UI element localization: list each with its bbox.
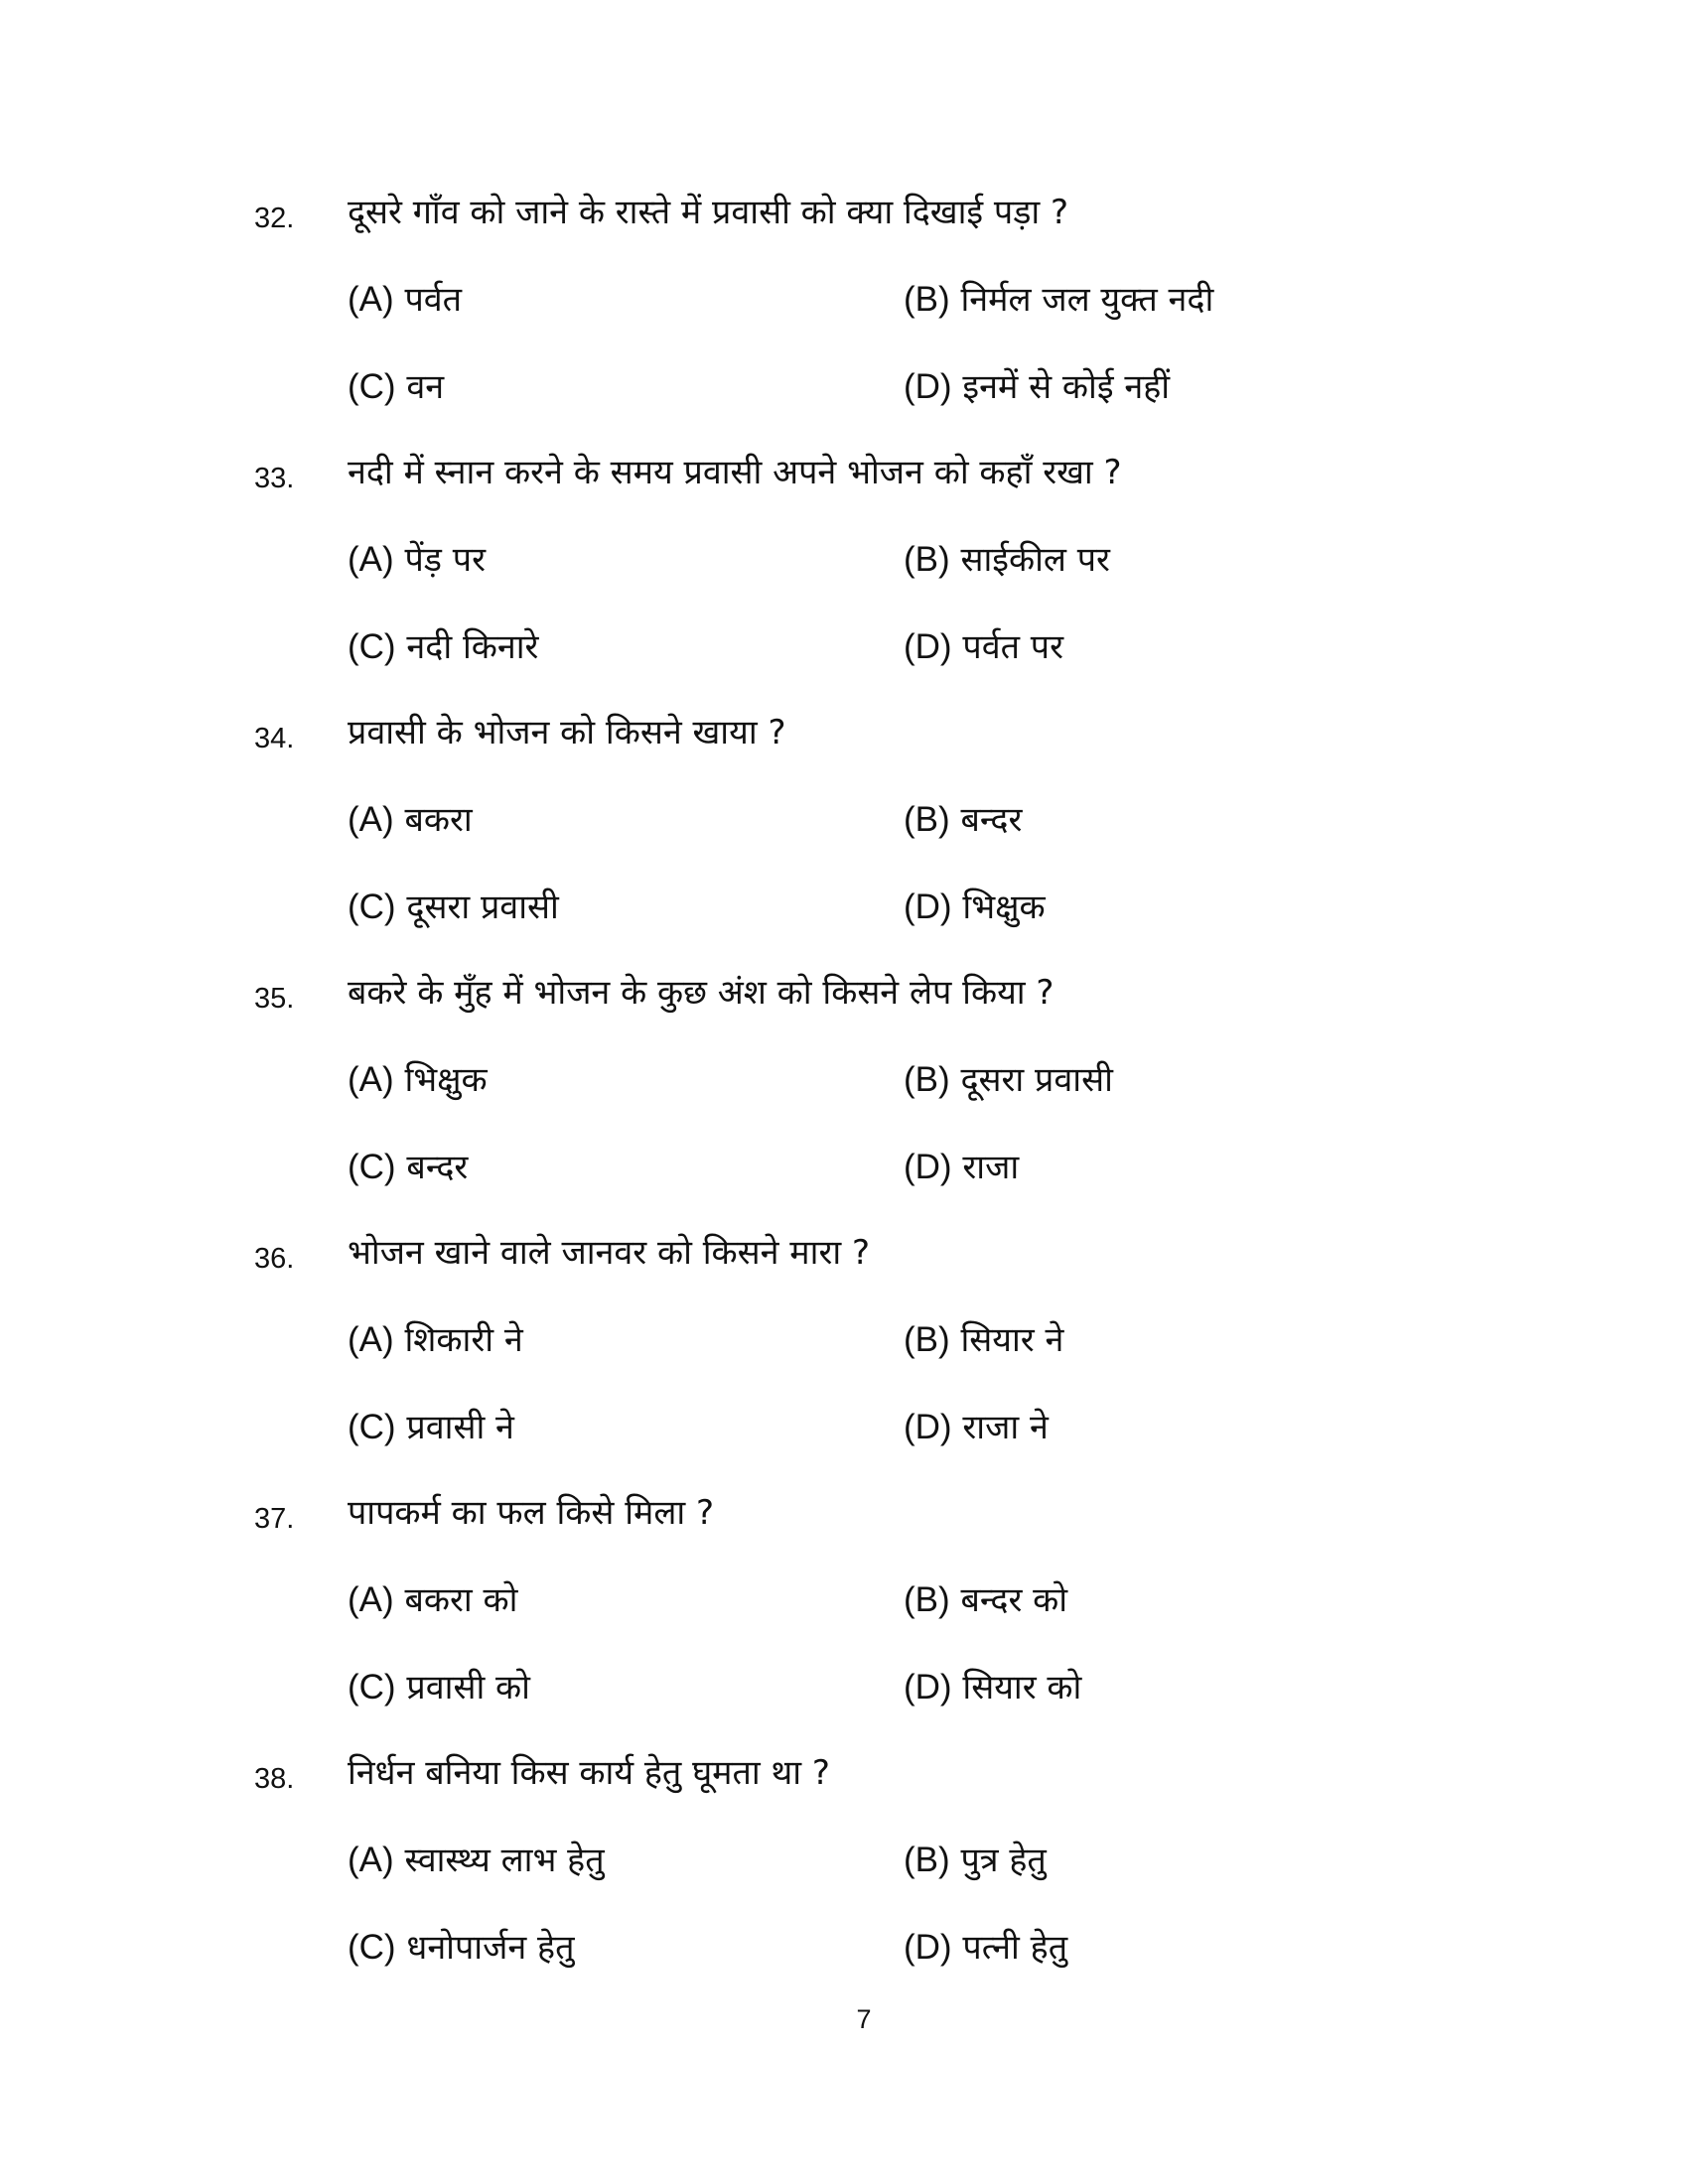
- option-text: इनमें से कोई नहीं: [962, 367, 1171, 407]
- option-b: [904, 1576, 1067, 1624]
- question-text: नदी में स्नान करने के समय प्रवासी अपने भोजन को कहाँ रखा ?: [348, 453, 1122, 492]
- option-text: बकरा को: [404, 1580, 518, 1620]
- option-text: सियार को: [962, 1668, 1082, 1707]
- option-text: पर्वत: [404, 280, 463, 320]
- option-letter: (A): [348, 1060, 394, 1099]
- option-text: भिक्षुक: [404, 1060, 488, 1100]
- option-a: [348, 1316, 523, 1364]
- option-text: नदी किनारे: [406, 627, 539, 667]
- option-text: पेंड़ पर: [404, 540, 486, 580]
- question-text: बकरे के मुँह में भोजन के कुछ अंश को किसने लेप किया ?: [348, 973, 1055, 1013]
- option-b: [904, 796, 1022, 844]
- option-a: [348, 276, 462, 324]
- option-c: [348, 363, 444, 411]
- option-c: [348, 1664, 530, 1711]
- question-38: [0, 1745, 1688, 2005]
- option-d: [904, 363, 1170, 411]
- option-c: [348, 1144, 468, 1191]
- option-letter: (A): [348, 1841, 394, 1879]
- option-text: शिकारी ने: [404, 1320, 523, 1360]
- option-b: [904, 276, 1213, 324]
- option-text: सियार ने: [960, 1320, 1064, 1360]
- question-number: 37.: [254, 1503, 295, 1535]
- option-letter: (A): [348, 800, 394, 839]
- option-text: राजा: [962, 1148, 1020, 1187]
- option-text: प्रवासी ने: [406, 1408, 514, 1447]
- option-text: पर्वत पर: [962, 627, 1064, 667]
- option-d: [904, 884, 1046, 931]
- option-text: प्रवासी को: [406, 1668, 530, 1707]
- option-letter: (B): [904, 540, 950, 579]
- question-34: [0, 705, 1688, 965]
- option-text: वन: [406, 367, 445, 407]
- option-text: दूसरा प्रवासी: [406, 887, 559, 927]
- option-letter: (A): [348, 280, 394, 319]
- option-b: [904, 1837, 1047, 1884]
- option-letter: (A): [348, 1320, 394, 1359]
- question-text: दूसरे गाँव को जाने के रास्ते में प्रवासी को क्या दिखाई पड़ा ?: [348, 193, 1069, 232]
- option-letter: (B): [904, 1060, 950, 1099]
- option-letter: (D): [904, 887, 952, 926]
- question-number: 35.: [254, 983, 295, 1015]
- option-letter: (C): [348, 367, 396, 406]
- question-32: [0, 185, 1688, 445]
- question-number: 32.: [254, 203, 295, 234]
- option-c: [348, 623, 538, 671]
- question-text: भोजन खाने वाले जानवर को किसने मारा ?: [348, 1233, 871, 1273]
- question-number: 38.: [254, 1763, 295, 1795]
- option-letter: (D): [904, 367, 952, 406]
- option-text: बन्दर: [406, 1148, 469, 1187]
- option-c: [348, 1404, 514, 1451]
- option-letter: (C): [348, 1668, 396, 1706]
- question-33: [0, 445, 1688, 705]
- option-text: साईकील पर: [960, 540, 1110, 580]
- question-text: निर्धन बनिया किस कार्य हेतु घूमता था ?: [348, 1753, 830, 1793]
- option-a: [348, 1576, 517, 1624]
- option-c: [348, 1924, 574, 1972]
- option-d: [904, 1924, 1067, 1972]
- option-text: राजा ने: [962, 1408, 1049, 1447]
- option-a: [348, 796, 473, 844]
- option-letter: (B): [904, 1320, 950, 1359]
- option-a: [348, 1056, 488, 1104]
- option-letter: (B): [904, 1580, 950, 1619]
- option-a: [348, 536, 486, 584]
- question-36: [0, 1225, 1688, 1485]
- question-35: [0, 965, 1688, 1225]
- option-text: बकरा: [404, 800, 473, 840]
- option-letter: (A): [348, 540, 394, 579]
- option-text: दूसरा प्रवासी: [960, 1060, 1113, 1100]
- option-a: [348, 1837, 605, 1884]
- question-text: प्रवासी के भोजन को किसने खाया ?: [348, 713, 786, 752]
- option-letter: (A): [348, 1580, 394, 1619]
- option-letter: (D): [904, 1148, 952, 1186]
- option-letter: (B): [904, 1841, 950, 1879]
- option-d: [904, 1404, 1049, 1451]
- option-text: पुत्र हेतु: [960, 1841, 1047, 1880]
- option-d: [904, 623, 1063, 671]
- page-number: 7: [856, 2004, 872, 2034]
- option-text: पत्नी हेतु: [962, 1928, 1068, 1968]
- question-number: 33.: [254, 463, 295, 494]
- question-text: पापकर्म का फल किसे मिला ?: [348, 1493, 715, 1533]
- option-letter: (C): [348, 1148, 396, 1186]
- option-letter: (D): [904, 1668, 952, 1706]
- option-c: [348, 884, 559, 931]
- question-37: [0, 1485, 1688, 1745]
- option-d: [904, 1664, 1081, 1711]
- option-letter: (C): [348, 887, 396, 926]
- option-text: भिक्षुक: [962, 887, 1046, 927]
- question-number: 36.: [254, 1243, 295, 1275]
- option-letter: (C): [348, 1928, 396, 1967]
- option-letter: (D): [904, 1928, 952, 1967]
- option-letter: (D): [904, 1408, 952, 1446]
- option-b: [904, 1056, 1113, 1104]
- option-letter: (D): [904, 627, 952, 666]
- option-b: [904, 536, 1110, 584]
- option-letter: (C): [348, 627, 396, 666]
- option-text: बन्दर: [960, 800, 1023, 840]
- option-text: स्वास्थ्य लाभ हेतु: [404, 1841, 605, 1880]
- option-letter: (B): [904, 800, 950, 839]
- option-text: धनोपार्जन हेतु: [406, 1928, 575, 1968]
- option-text: निर्मल जल युक्त नदी: [960, 280, 1214, 320]
- option-text: बन्दर को: [960, 1580, 1068, 1620]
- option-d: [904, 1144, 1019, 1191]
- option-letter: (B): [904, 280, 950, 319]
- option-letter: (C): [348, 1408, 396, 1446]
- option-b: [904, 1316, 1063, 1364]
- question-number: 34.: [254, 723, 295, 754]
